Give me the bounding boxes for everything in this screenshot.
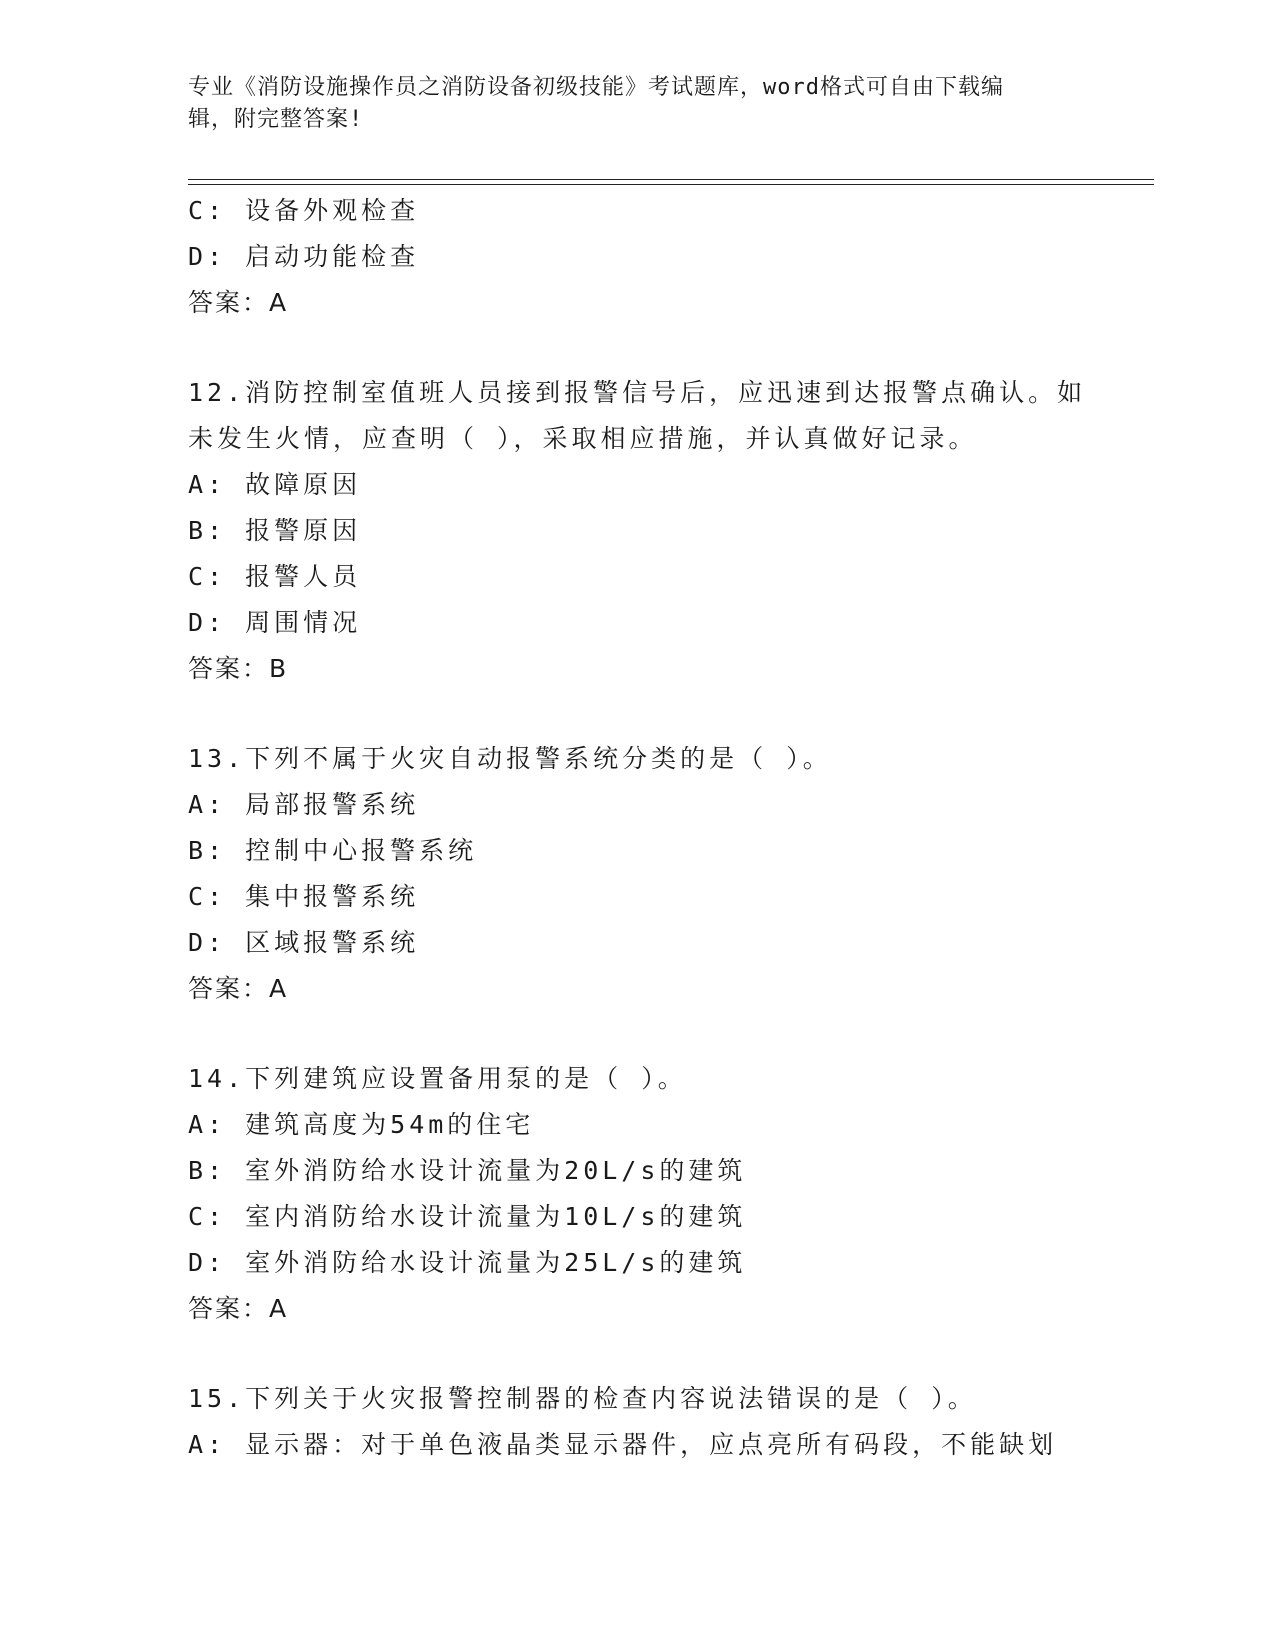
question-13: [188, 736, 1088, 1012]
option-c: C: 报警人员: [188, 562, 362, 591]
header-rule-bottom: [188, 184, 1154, 185]
spacer: [188, 1012, 1088, 1056]
question-stem: 14.下列建筑应设置备用泵的是（ ）。: [188, 1064, 687, 1093]
question-15: [188, 1376, 1088, 1468]
question-12: [188, 370, 1088, 692]
option-a: A: 局部报警系统: [188, 790, 420, 819]
question-stem: 13.下列不属于火灾自动报警系统分类的是（ ）。: [188, 744, 832, 773]
option-d: D: 启动功能检查: [188, 242, 420, 271]
header-line-1: 专业《消防设施操作员之消防设备初级技能》考试题库，word格式可自由下载编: [188, 75, 1004, 100]
answer-line: 答案：B: [188, 654, 289, 683]
question-14: [188, 1056, 1088, 1332]
question-stem: 15.下列关于火灾报警控制器的检查内容说法错误的是（ ）。: [188, 1384, 977, 1413]
option-a: A: 故障原因: [188, 470, 362, 499]
spacer: [188, 1332, 1088, 1376]
option-b: B: 室外消防给水设计流量为20L/s的建筑: [188, 1156, 747, 1185]
option-d: D: 区域报警系统: [188, 928, 420, 957]
question-11-continuation: [188, 188, 1088, 326]
header-line-2: 辑，附完整答案!: [188, 107, 364, 132]
option-c: C: 设备外观检查: [188, 196, 420, 225]
option-a: A: 显示器：对于单色液晶类显示器件，应点亮所有码段，不能缺划: [188, 1430, 1058, 1459]
spacer: [188, 692, 1088, 736]
spacer: [188, 326, 1088, 370]
option-d: D: 室外消防给水设计流量为25L/s的建筑: [188, 1248, 747, 1277]
document-header: [188, 72, 1068, 136]
option-c: C: 室内消防给水设计流量为10L/s的建筑: [188, 1202, 747, 1231]
answer-line: 答案：A: [188, 288, 289, 317]
question-stem: 12.消防控制室值班人员接到报警信号后，应迅速到达报警点确认。如: [188, 378, 1087, 407]
option-b: B: 报警原因: [188, 516, 362, 545]
question-stem: 未发生火情，应查明（ ），采取相应措施，并认真做好记录。: [188, 424, 978, 453]
answer-line: 答案：A: [188, 974, 289, 1003]
option-c: C: 集中报警系统: [188, 882, 420, 911]
question-content: [188, 188, 1088, 1468]
option-d: D: 周围情况: [188, 608, 362, 637]
answer-line: 答案：A: [188, 1294, 289, 1323]
option-a: A: 建筑高度为54m的住宅: [188, 1110, 535, 1139]
option-b: B: 控制中心报警系统: [188, 836, 478, 865]
header-rule-top: [188, 179, 1154, 180]
